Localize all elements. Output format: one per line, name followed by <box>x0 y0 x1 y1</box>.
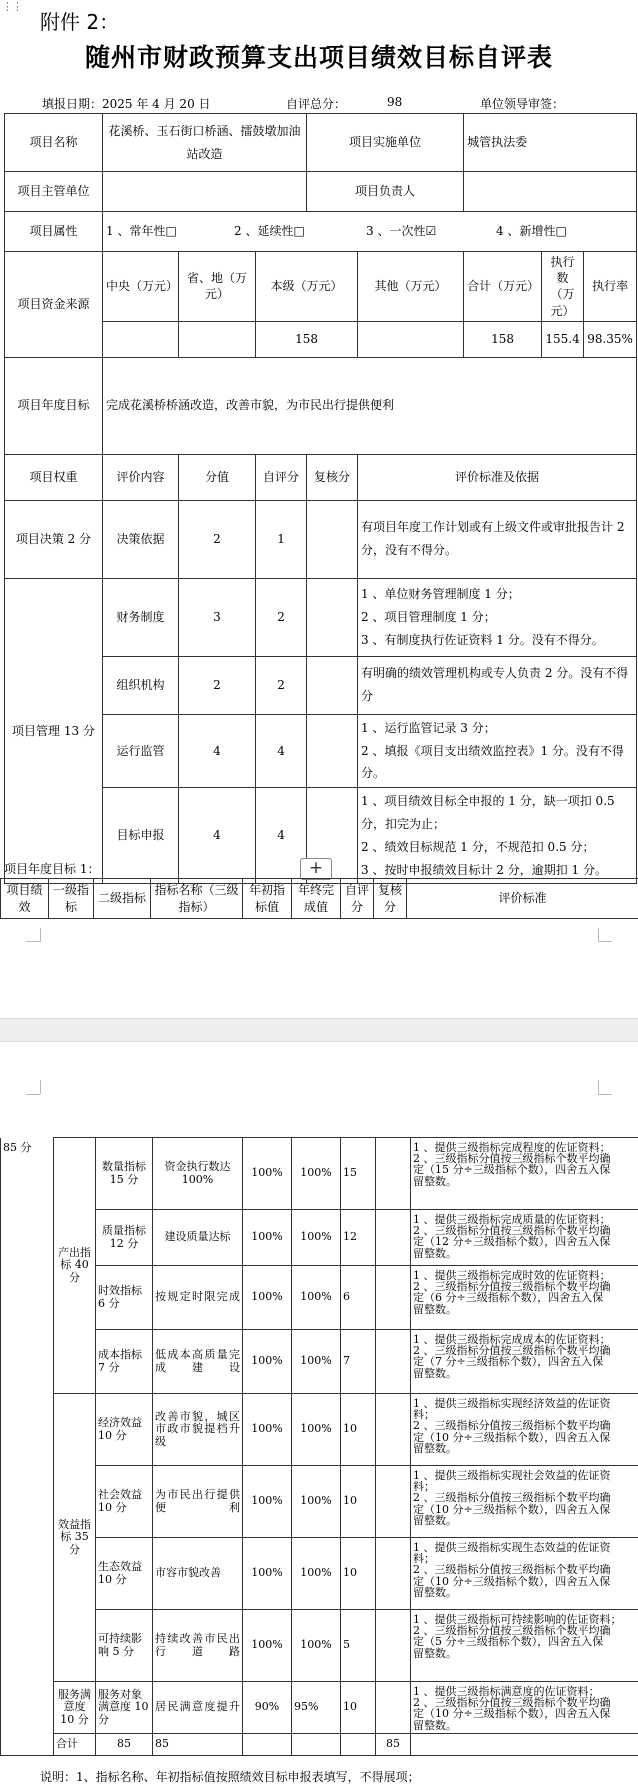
attr-options <box>103 212 637 252</box>
self-score: 10 <box>341 1538 376 1610</box>
review-score <box>376 1138 411 1210</box>
criteria: 1 、提供三级指标完成程度的佐证资料； 2 、三级指标分值按三级指标个数平均确 定（15 分÷三级指标个数），四舍五入保 留整数。 <box>411 1138 638 1210</box>
indicator-name: 按规定时限完成 <box>153 1266 243 1330</box>
initial-value: 100% <box>243 1610 292 1682</box>
initial-value: 100% <box>243 1266 292 1330</box>
fund-header: 执行数（万元） <box>542 252 584 322</box>
decision-group: 项目决策 2 分 <box>5 500 103 578</box>
total-value: 85 <box>376 1734 411 1756</box>
fund-label: 项目资金来源 <box>5 252 103 358</box>
self-score: 15 <box>341 1138 376 1210</box>
eval-header: 分值 <box>179 454 256 500</box>
management-self-score: 4 <box>256 714 307 787</box>
perf-header: 年初指标值 <box>243 879 292 919</box>
score-value: 98 <box>387 95 402 109</box>
initial-value: 100% <box>243 1330 292 1394</box>
drag-handle-icon[interactable]: ⋮⋮ <box>2 3 22 10</box>
final-value: 95% <box>292 1682 341 1734</box>
page-corner-mark <box>598 928 599 942</box>
final-value: 100% <box>292 1610 341 1682</box>
management-criteria: 1 、运行监管记录 3 分； 2 、填报《项目支出绩效监控表》1 分。没有不得分。 <box>358 714 637 787</box>
eval-header: 复核分 <box>307 454 358 500</box>
fund-header: 其他（万元） <box>358 252 464 322</box>
self-score: 10 <box>341 1682 376 1734</box>
benefit-label: 效益指标 35 分 <box>54 1394 96 1682</box>
fund-value <box>358 321 464 357</box>
fund-value: 158 <box>256 321 358 357</box>
level2-indicator: 生态效益 10 分 <box>96 1538 153 1610</box>
management-review-score <box>307 578 358 656</box>
initial-value: 100% <box>243 1138 292 1210</box>
criteria: 1 、提供三级指标实现经济效益的佐证资 料； 2 、三级指标分值按三级指标个数平均确 定（10 分÷三级指标个数），四舍五入保 留整数。 <box>411 1394 638 1466</box>
management-self-score: 2 <box>256 656 307 714</box>
annual-target-label: 项目年度目标 1： <box>4 860 99 877</box>
initial-value: 90% <box>243 1682 292 1734</box>
review-score <box>376 1466 411 1538</box>
fund-header: 执行率 <box>584 252 637 322</box>
owner-value <box>464 172 637 212</box>
review-score <box>376 1394 411 1466</box>
initial-value: 100% <box>243 1210 292 1266</box>
attachment-label: 附件 2： <box>40 6 119 35</box>
level2-indicator: 时效指标 6 分 <box>96 1266 153 1330</box>
management-score: 4 <box>179 714 256 787</box>
level2-indicator: 成本指标 7 分 <box>96 1330 153 1394</box>
perf-header: 指标名称（三级指标） <box>151 879 243 919</box>
final-value: 100% <box>292 1210 341 1266</box>
final-value: 100% <box>292 1466 341 1538</box>
criteria: 1 、提供三级指标完成成本的佐证资料； 2 、三级指标分值按三级指标个数平均确 定（7 分÷三级指标个数），四舍五入保 留整数。 <box>411 1330 638 1394</box>
perf-header: 二级指标 <box>94 879 151 919</box>
management-score: 3 <box>179 578 256 656</box>
fund-value <box>179 321 256 357</box>
annual-goal-label: 项目年度目标 <box>5 357 103 454</box>
self-score: 12 <box>341 1210 376 1266</box>
criteria: 1 、提供三级指标实现生态效益的佐证资 料； 2 、三级指标分值按三级指标个数平均确 定（10 分÷三级指标个数），四舍五入保 留整数。 <box>411 1538 638 1610</box>
page-corner-mark <box>40 1080 41 1094</box>
performance-header-table <box>0 878 638 919</box>
review-score <box>376 1266 411 1330</box>
supervisor-label: 项目主管单位 <box>5 172 103 212</box>
level2-indicator: 数量指标 15 分 <box>96 1138 153 1210</box>
management-criteria: 有明确的绩效管理机构或专人负责 2 分。没有不得分 <box>358 656 637 714</box>
page-corner-mark <box>598 941 612 942</box>
perf-header: 一级指标 <box>49 879 94 919</box>
score-label: 自评总分： <box>286 95 346 112</box>
fill-date: 填报日期：2025 年 4 月 20 日 <box>42 95 211 112</box>
owner-label: 项目负责人 <box>307 172 464 212</box>
review-score <box>376 1682 411 1734</box>
management-criteria: 1 、项目绩效目标全申报的 1 分，缺一项扣 0.5 分，扣完为止； 2 、绩效目标规范 1 分，不规范扣 0.5 分； 3 、按时申报绩效目标计 2 分，逾期扣 1 分。 <box>358 788 637 884</box>
level2-indicator: 经济效益 10 分 <box>96 1394 153 1466</box>
performance-table <box>0 1137 638 1756</box>
page-corner-mark <box>26 941 40 942</box>
criteria: 1 、提供三级指标完成时效的佐证资料； 2 、三级指标分值按三级指标个数平均确 定（6 分÷三级指标个数），四舍五入保 留整数。 <box>411 1266 638 1330</box>
final-value: 100% <box>292 1266 341 1330</box>
review-score <box>376 1210 411 1266</box>
management-content: 财务制度 <box>103 578 179 656</box>
management-review-score <box>307 656 358 714</box>
fund-value: 158 <box>464 321 542 357</box>
eval-header: 评价标准及依据 <box>358 454 637 500</box>
final-value: 100% <box>292 1394 341 1466</box>
self-score: 5 <box>341 1610 376 1682</box>
annual-goal-value: 完成花溪桥桥涵改造，改善市貌，为市民出行提供便利 <box>103 357 637 454</box>
supervisor-value <box>103 172 307 212</box>
impl-unit-label: 项目实施单位 <box>307 114 464 172</box>
total-label: 合计 <box>54 1734 96 1756</box>
indicator-name: 资金执行数达 100% <box>153 1138 243 1210</box>
final-value: 100% <box>292 1330 341 1394</box>
management-score: 4 <box>179 788 256 884</box>
perf-group-score: 85 分 <box>1 1138 54 1756</box>
management-review-score <box>307 714 358 787</box>
attr-option-1[interactable]: 1 、常年性□ <box>106 220 234 243</box>
criteria: 1 、提供三级指标满意度的佐证资料； 2 、三级指标分值按三级指标个数平均确 定（10 分÷三级指标个数），四舍五入保 留整数。 <box>411 1682 638 1734</box>
perf-header: 自评分 <box>341 879 374 919</box>
attr-option-3[interactable]: 3 、一次性☑ <box>366 220 496 243</box>
management-criteria: 1 、单位财务管理制度 1 分； 2 、项目管理制度 1 分； 3 、有制度执行佐证资料 1 分。没有不得分。 <box>358 578 637 656</box>
review-score <box>376 1538 411 1610</box>
level2-indicator: 可持续影响 5 分 <box>96 1610 153 1682</box>
attr-label: 项目属性 <box>5 212 103 252</box>
page-corner-mark <box>40 928 41 942</box>
output-label: 产出指标 40 分 <box>54 1138 96 1394</box>
indicator-name: 为市民出行提供便利 <box>153 1466 243 1538</box>
management-group: 项目管理 13 分 <box>5 578 103 884</box>
management-self-score: 2 <box>256 578 307 656</box>
final-value: 100% <box>292 1138 341 1210</box>
satisfaction-label: 服务满意度 10 分 <box>54 1682 96 1734</box>
decision-content: 决策依据 <box>103 500 179 578</box>
review-score <box>376 1610 411 1682</box>
management-content: 运行监管 <box>103 714 179 787</box>
fund-header: 本级（万元） <box>256 252 358 322</box>
self-score: 10 <box>341 1394 376 1466</box>
page-corner-mark <box>26 1094 40 1095</box>
self-evaluation-table <box>4 113 637 884</box>
add-row-button[interactable]: + <box>300 858 332 880</box>
leader-label: 单位领导审签： <box>480 95 564 112</box>
self-score: 10 <box>341 1466 376 1538</box>
project-name-value: 花溪桥、玉石街口桥涵、擂鼓墩加油站改造 <box>103 114 307 172</box>
impl-unit-value: 城管执法委 <box>464 114 637 172</box>
total-value: 85 <box>153 1734 243 1756</box>
indicator-name: 建设质量达标 <box>153 1210 243 1266</box>
fund-header: 省、地（万元） <box>179 252 256 322</box>
decision-review-score <box>307 500 358 578</box>
initial-value: 100% <box>243 1394 292 1466</box>
perf-header: 年终完成值 <box>292 879 341 919</box>
criteria: 1 、提供三级指标实现社会效益的佐证资 料； 2 、三级指标分值按三级指标个数平均确 定（10 分÷三级指标个数），四舍五入保 留整数。 <box>411 1466 638 1538</box>
fund-value: 155.4 <box>542 321 584 357</box>
perf-header: 项目绩效 <box>1 879 49 919</box>
level2-indicator: 社会效益 10 分 <box>96 1466 153 1538</box>
level2-indicator: 质量指标 12 分 <box>96 1210 153 1266</box>
footer-note: 说明：1、指标名称、年初指标值按照绩效目标申报表填写，不得展项； <box>40 1768 420 1785</box>
attr-option-2[interactable]: 2 、延续性□ <box>234 220 366 243</box>
fund-header: 中央（万元） <box>103 252 179 322</box>
total-value: 85 <box>96 1734 153 1756</box>
attr-option-4[interactable]: 4 、新增性□ <box>496 224 567 238</box>
eval-header: 评价内容 <box>103 454 179 500</box>
fund-header: 合计（万元） <box>464 252 542 322</box>
initial-value: 100% <box>243 1538 292 1610</box>
fund-value <box>103 321 179 357</box>
management-content: 组织机构 <box>103 656 179 714</box>
review-score <box>376 1330 411 1394</box>
management-self-score: 4 <box>256 788 307 884</box>
indicator-name: 低成本高质量完成建设 <box>153 1330 243 1394</box>
page-corner-mark <box>598 1080 599 1094</box>
indicator-name: 居民满意度提升 <box>153 1682 243 1734</box>
perf-header: 评价标准 <box>407 879 638 919</box>
page-break <box>0 1018 638 1042</box>
page-corner-mark <box>598 1094 612 1095</box>
self-score: 6 <box>341 1266 376 1330</box>
perf-header: 复核分 <box>374 879 407 919</box>
indicator-name: 持续改善市民出行道路 <box>153 1610 243 1682</box>
management-score: 2 <box>179 656 256 714</box>
decision-self-score: 1 <box>256 500 307 578</box>
criteria: 1 、提供三级指标可持续影响的佐证资料； 2 、三级指标分值按三级指标个数平均确 定（5 分÷三级指标个数），四舍五入保 留整数。 <box>411 1610 638 1682</box>
eval-header: 项目权重 <box>5 454 103 500</box>
decision-score: 2 <box>179 500 256 578</box>
eval-header: 自评分 <box>256 454 307 500</box>
project-name-label: 项目名称 <box>5 114 103 172</box>
final-value: 100% <box>292 1538 341 1610</box>
indicator-name: 改善市貌，城区市政市貌提档升级 <box>153 1394 243 1466</box>
page-title: 随州市财政预算支出项目绩效目标自评表 <box>0 38 638 74</box>
initial-value: 100% <box>243 1466 292 1538</box>
level2-indicator: 服务对象满意度 10 分 <box>96 1682 153 1734</box>
decision-criteria: 有项目年度工作计划或有上级文件或审批报告计 2 分，没有不得分。 <box>358 500 637 578</box>
self-score: 7 <box>341 1330 376 1394</box>
indicator-name: 市容市貌改善 <box>153 1538 243 1610</box>
fund-value: 98.35% <box>584 321 637 357</box>
criteria: 1 、提供三级指标完成质量的佐证资料； 2 、三级指标分值按三级指标个数平均确 定（12 分÷三级指标个数），四舍五入保 留整数。 <box>411 1210 638 1266</box>
management-content: 目标申报 <box>103 788 179 884</box>
